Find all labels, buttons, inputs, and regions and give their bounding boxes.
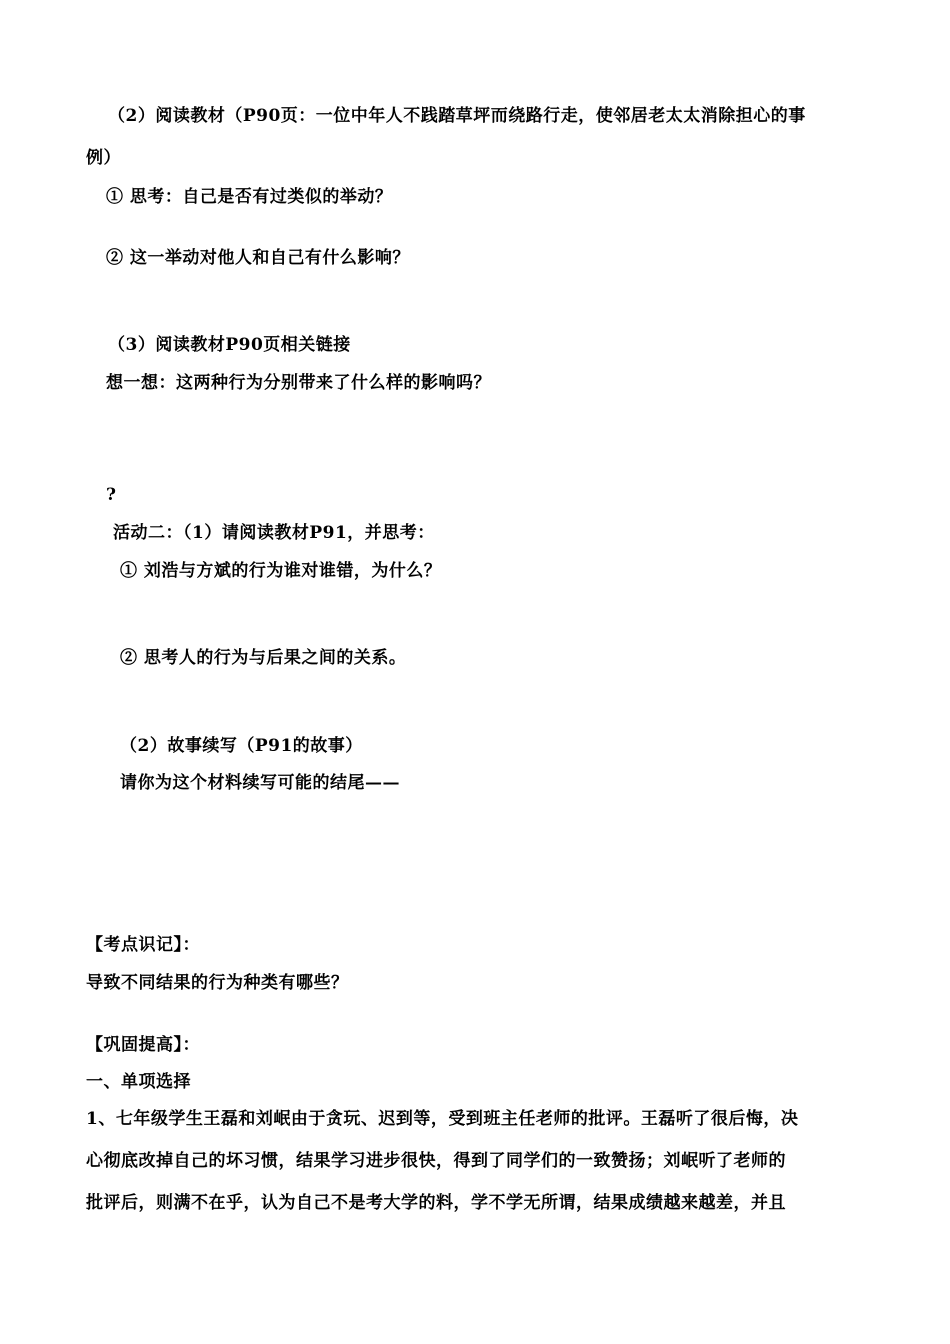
question1-line2: 心彻底改掉自己的坏习惯，结果学习进步很快，得到了同学们的一致赞扬；刘岷听了老师的 — [86, 1151, 786, 1171]
activity2-question2: ② 思考人的行为与后果之间的关系。 — [120, 648, 407, 668]
activity1-read2-line2: 例） — [86, 148, 121, 168]
activity2-question1: ① 刘浩与方斌的行为谁对谁错，为什么？ — [120, 561, 442, 581]
activity1-question1: ① 思考：自己是否有过类似的举动？ — [106, 187, 393, 207]
question1-line1: 1、七年级学生王磊和刘岷由于贪玩、迟到等，受到班主任老师的批评。王磊听了很后悔，决 — [86, 1109, 799, 1129]
activity2-story-prompt: 请你为这个材料续写可能的结尾—— — [120, 773, 400, 793]
activity1-think: 想一想：这两种行为分别带来了什么样的影响吗？ — [106, 373, 491, 393]
activity2-story-continuation: （2）故事续写（P91的故事） — [120, 736, 363, 756]
kaodian-heading: 【考点识记】： — [86, 935, 200, 955]
activity1-read3: （3）阅读教材P90页相关链接 — [108, 335, 351, 355]
activity1-question2: ② 这一举动对他人和自己有什么影响？ — [106, 248, 410, 268]
activity1-read2-line1: （2）阅读教材（P90页：一位中年人不践踏草坪而绕路行走，使邻居老太太消除担心的事 — [108, 106, 806, 126]
question1-line3: 批评后，则满不在乎，认为自己不是考大学的料，学不学无所谓，结果成绩越来越差，并且 — [86, 1193, 786, 1213]
kaodian-question: 导致不同结果的行为种类有哪些？ — [86, 973, 349, 993]
activity2-title: 活动二：（1）请阅读教材P91，并思考： — [113, 523, 435, 543]
gonggu-heading: 【巩固提高】： — [86, 1035, 200, 1055]
section-single-choice: 一、单项选择 — [86, 1072, 191, 1092]
stray-question-mark: ? — [106, 485, 117, 505]
